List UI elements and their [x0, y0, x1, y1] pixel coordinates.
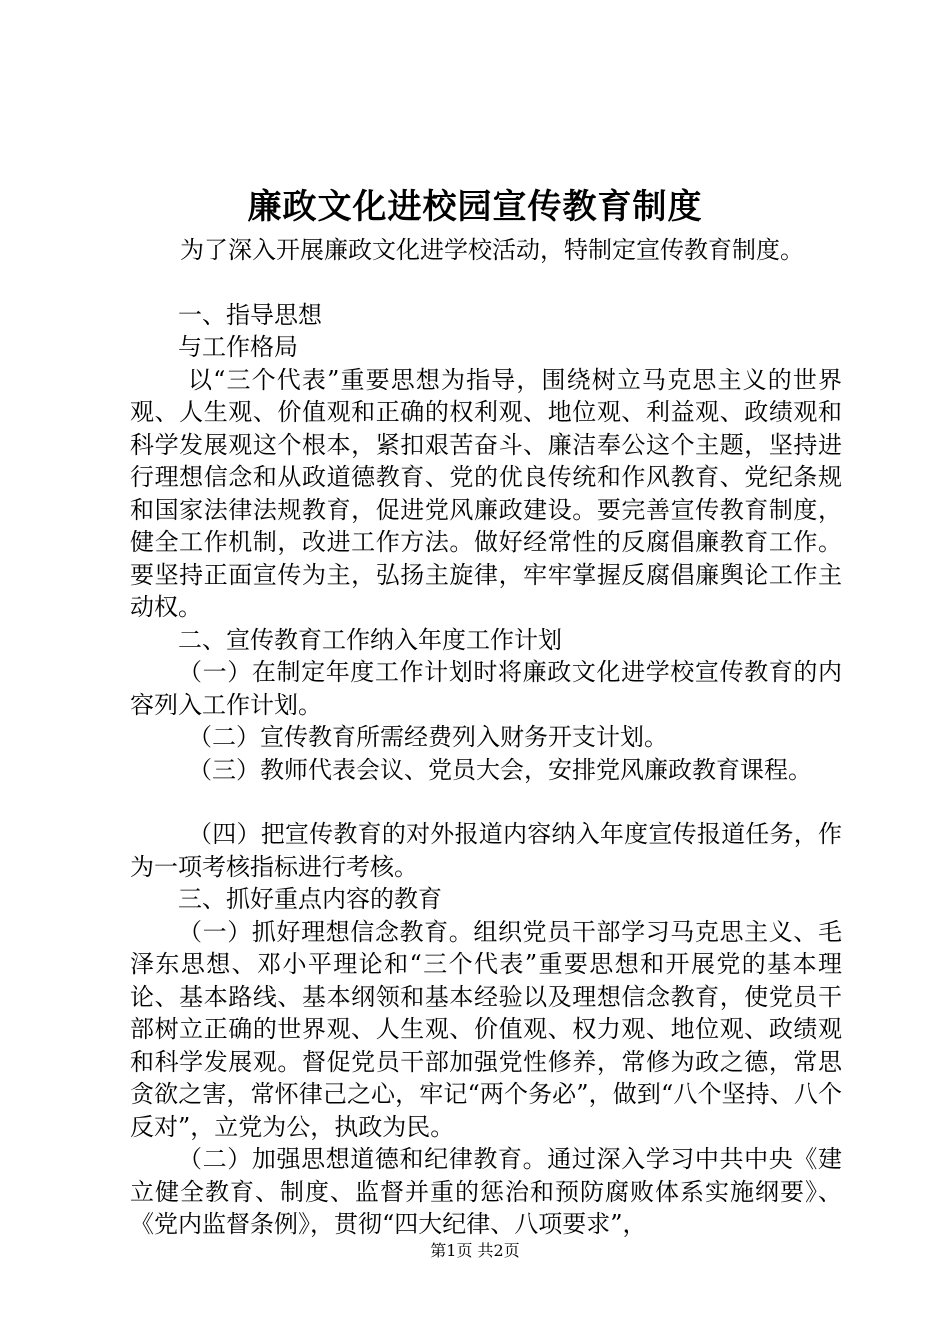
list-item-2-1: （一）在制定年度工作计划时将廉政文化进学校宣传教育的内容列入工作计划。: [130, 658, 842, 719]
section-heading-3: 三、抓好重点内容的教育: [178, 885, 442, 913]
section-heading-1-continued: 与工作格局: [178, 333, 298, 361]
list-item-2-4: （四）把宣传教育的对外报道内容纳入年度宣传报道任务，作为一项考核指标进行考核。: [130, 820, 842, 881]
list-item-3-1: （一）抓好理想信念教育。组织党员干部学习马克思主义、毛泽东思想、邓小平理论和“三个代表”重要思想和开展党的基本理论、基本路线、基本纲领和基本经验以及理想信念教育，使党员干部树立正确的世界观、人生观、价值观、权力观、地位观、政绩观和科学发展观。督促党员干部加强党性修养，常修为政之德，常思贪欲之害，常怀律己之心，牢记“两个务必”，做到“八个坚持、八个反对”，立党为公，执政为民。: [130, 917, 842, 1141]
list-item-2-2: （二）宣传教育所需经费列入财务开支计划。: [188, 723, 668, 751]
section-heading-2: 二、宣传教育工作纳入年度工作计划: [178, 625, 562, 654]
intro-paragraph: 为了深入开展廉政文化进学校活动，特制定宣传教育制度。: [180, 236, 804, 264]
page-footer: 第1页 共2页: [430, 1241, 520, 1260]
paragraph-guiding-thought: 以“三个代表”重要思想为指导，围绕树立马克思主义的世界观、人生观、价值观和正确的权利观、地位观、利益观、政绩观和科学发展观这个根本，紧扣艰苦奋斗、廉洁奉公这个主题，坚持进行理想信念和从政道德教育、党的优良传统和作风教育、党纪条规和国家法律法规教育，促进党风廉政建设。要完善宣传教育制度，健全工作机制，改进工作方法。做好经常性的反腐倡廉教育工作。要坚持正面宣传为主，弘扬主旋律，牢牢掌握反腐倡廉舆论工作主动权。: [130, 365, 842, 621]
document-title: 廉政文化进校园宣传教育制度: [247, 187, 703, 227]
list-item-3-2: （二）加强思想道德和纪律教育。通过深入学习中共中央《建立健全教育、制度、监督并重的惩治和预防腐败体系实施纲要》、《党内监督条例》，贯彻“四大纪律、八项要求”，: [130, 1145, 842, 1238]
section-heading-1: 一、指导思想: [178, 300, 322, 329]
document-body: [130, 234, 842, 1241]
list-item-2-3: （三）教师代表会议、党员大会，安排党风廉政教育课程。: [188, 755, 812, 784]
